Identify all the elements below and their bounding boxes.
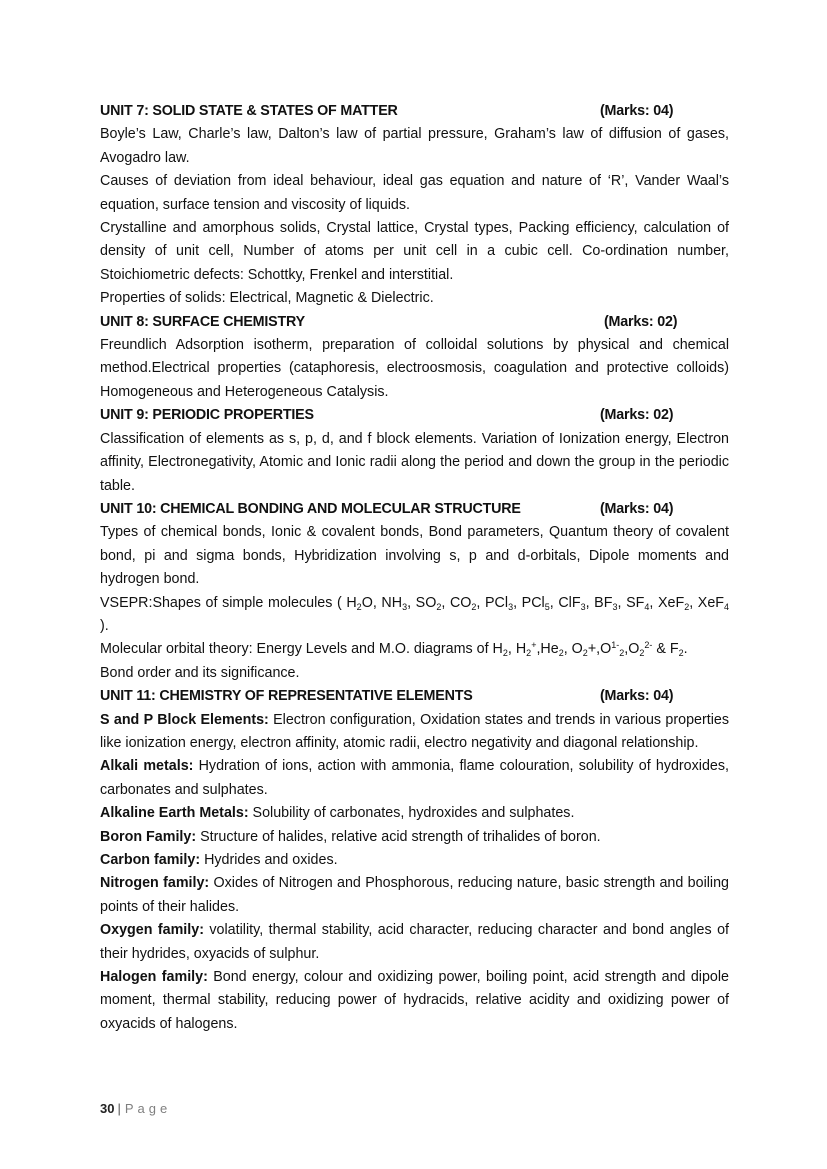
unit-7-heading bbox=[100, 100, 729, 123]
mo-text: , O bbox=[563, 641, 583, 658]
molecule-formula: ClF$_3$ bbox=[558, 594, 586, 612]
unit-11-marks: (Marks: 04) bbox=[600, 688, 674, 705]
molecule-formula: XeF$_4$ bbox=[697, 594, 730, 612]
item-label: Oxygen family: bbox=[100, 922, 204, 939]
unit-7-paragraph-4: Properties of solids: Electrical, Magnetic & Dielectric. bbox=[100, 290, 434, 307]
mo-subscript: 2 bbox=[502, 648, 508, 659]
unit-11-item-carbon-family bbox=[100, 849, 729, 872]
mo-text: , H bbox=[507, 641, 527, 658]
mo-superscript: + bbox=[531, 640, 537, 651]
unit-10-vsepr-line bbox=[100, 592, 729, 639]
molecule-formula: $SO_2$ bbox=[415, 594, 442, 612]
item-text: Solubility of carbonates, hydroxides and sulphates. bbox=[248, 805, 575, 822]
mo-text: Molecular orbital theory: Energy Levels and M.O. diagrams of H bbox=[100, 641, 503, 658]
mo-subscript: 2 bbox=[619, 648, 625, 659]
page-label: Page bbox=[124, 1101, 172, 1116]
molecule-formula: $SF_4$ bbox=[626, 594, 650, 612]
unit-9-paragraph-1: Classification of elements as s, p, d, and f block elements. Variation of Ionization energy, Electron affinity, Electronegativity, Atomic and Ionic radii along the period and down the group in the periodic table. bbox=[100, 430, 729, 494]
unit-7-title: UNIT 7: SOLID STATE & STATES OF MATTER bbox=[100, 103, 398, 119]
unit-8-paragraph-1: Freundlich Adsorption isotherm, preparation of colloidal solutions by physical and chemical method.Electrical properties (cataphoresis, electroosmosis, coagulation and protective colloids) Homogeneous and Heterogeneous Catalysis. bbox=[100, 337, 729, 400]
mo-subscript: 2 bbox=[526, 648, 532, 659]
unit-11-item-halogen-family bbox=[100, 966, 729, 1036]
item-label: S and P Block Elements: bbox=[100, 711, 269, 728]
item-label: Carbon family: bbox=[100, 852, 201, 868]
unit-11-title: UNIT 11: CHEMISTRY OF REPRESENTATIVE ELEMENTS bbox=[100, 688, 473, 705]
item-text: Hydrides and oxides. bbox=[200, 852, 338, 868]
molecule-list: $H_2O$, $NH_3$, $SO_2$, $CO_2$, PCl$_3$, PCl$_5$, ClF$_3$, $BF_3$, $SF_4$, XeF$_2$, XeF$_4$ bbox=[346, 594, 730, 612]
mo-superscript: 2- bbox=[644, 640, 653, 651]
unit-11-item-boron-family bbox=[100, 826, 729, 849]
item-text: Oxides of Nitrogen and Phosphorous, reducing nature, basic strength and boiling points of their halides. bbox=[100, 875, 730, 915]
unit-10-mo-line bbox=[100, 638, 729, 661]
unit-10-marks: (Marks: 04) bbox=[600, 500, 674, 517]
mo-text: ,O bbox=[624, 641, 640, 658]
unit-10-paragraph-3: Bond order and its significance. bbox=[100, 664, 300, 681]
mo-subscript: 2 bbox=[582, 648, 588, 659]
unit-8-title: UNIT 8: SURFACE CHEMISTRY bbox=[100, 313, 305, 330]
unit-9-marks: (Marks: 02) bbox=[600, 407, 674, 424]
unit-7-paragraph-3: Crystalline and amorphous solids, Crystal lattice, Crystal types, Packing efficiency, calculation of density of unit cell, Number of atoms per unit cell in a cubic cell. Co-ordination number, Stoichiometric defects: Schottky, Frenkel and interstitial. bbox=[100, 220, 729, 283]
unit-10-paragraph-1: Types of chemical bonds, Ionic & covalent bonds, Bond parameters, Quantum theory of covalent bond, pi and sigma bonds, Hybridization involving s, p and d-orbitals, Dipole moments and hydrogen bond. bbox=[100, 524, 729, 588]
molecule-formula: $H_2O$ bbox=[346, 594, 373, 612]
page-content bbox=[100, 100, 729, 1036]
unit-8-heading bbox=[100, 311, 729, 334]
molecule-formula: $CO_2$ bbox=[449, 594, 477, 612]
mo-subscript: 2 bbox=[558, 648, 564, 659]
unit-7-paragraph-2: Causes of deviation from ideal behaviour, ideal gas equation and nature of ‘R’, Vander Waal’s equation, surface tension and viscosity of liquids. bbox=[100, 173, 729, 213]
item-text: volatility, thermal stability, acid character, reducing character and bond angles of their hydrides, oxyacids of sulphur. bbox=[100, 922, 729, 962]
mo-subscript: 2 bbox=[678, 648, 684, 659]
unit-9-title: UNIT 9: PERIODIC PROPERTIES bbox=[100, 407, 314, 424]
item-text: Electron configuration, Oxidation states and trends in various properties like ionization energy, electron affinity, atomic radii, electro negativity and diagonal relationship. bbox=[100, 711, 729, 751]
item-label: Alkali metals: bbox=[100, 758, 194, 775]
item-label: Nitrogen family: bbox=[100, 875, 210, 892]
unit-10-title: UNIT 10: CHEMICAL BONDING AND MOLECULAR STRUCTURE bbox=[100, 500, 521, 517]
item-text: Hydration of ions, action with ammonia, flame colouration, solubility of hydroxides, carbonates and sulphates. bbox=[100, 758, 729, 798]
unit-11-item-oxygen-family bbox=[100, 919, 729, 966]
molecule-formula: $NH_3$ bbox=[381, 594, 408, 612]
mo-text: & F bbox=[652, 641, 679, 658]
molecule-formula: $BF_3$ bbox=[594, 594, 618, 612]
unit-8-marks: (Marks: 02) bbox=[604, 313, 678, 330]
item-text: Bond energy, colour and oxidizing power, boiling point, acid strength and dipole moment, thermal stability, reducing power of hydracids, relative acidity and oxidizing power of oxyacids of halogens. bbox=[100, 969, 730, 1032]
unit-11-item-nitrogen-family bbox=[100, 872, 729, 919]
mo-superscript: 1- bbox=[611, 640, 620, 651]
unit-7-paragraph-1: Boyle’s Law, Charle’s law, Dalton’s law of partial pressure, Graham’s law of diffusion of gases, Avogadro law. bbox=[100, 126, 729, 166]
unit-7-marks: (Marks: 04) bbox=[600, 103, 674, 119]
unit-11-item-s-p-block bbox=[100, 709, 729, 756]
item-label: Alkaline Earth Metals: bbox=[100, 805, 249, 822]
page-footer bbox=[100, 1101, 171, 1116]
mo-text: +,O bbox=[587, 641, 612, 658]
unit-11-heading bbox=[100, 685, 729, 708]
unit-11-item-alkaline-earth bbox=[100, 802, 729, 825]
item-label: Boron Family: bbox=[100, 828, 197, 845]
molecule-formula: XeF$_2$ bbox=[657, 594, 690, 612]
vsepr-prefix: VSEPR:Shapes of simple molecules ( bbox=[100, 594, 347, 611]
unit-11-item-alkali-metals bbox=[100, 755, 729, 802]
unit-9-heading bbox=[100, 404, 729, 427]
mo-text: ,He bbox=[536, 641, 559, 658]
page-number: 30 bbox=[100, 1101, 115, 1116]
footer-separator: | bbox=[117, 1101, 121, 1116]
unit-10-heading bbox=[100, 498, 729, 521]
molecule-formula: PCl$_5$ bbox=[521, 594, 550, 612]
item-label: Halogen family: bbox=[100, 969, 208, 986]
mo-text: . bbox=[683, 641, 688, 658]
molecule-formula: PCl$_3$ bbox=[485, 594, 514, 612]
item-text: Structure of halides, relative acid strength of trihalides of boron. bbox=[196, 828, 601, 845]
mo-subscript: 2 bbox=[639, 648, 645, 659]
vsepr-suffix: ). bbox=[100, 617, 109, 634]
